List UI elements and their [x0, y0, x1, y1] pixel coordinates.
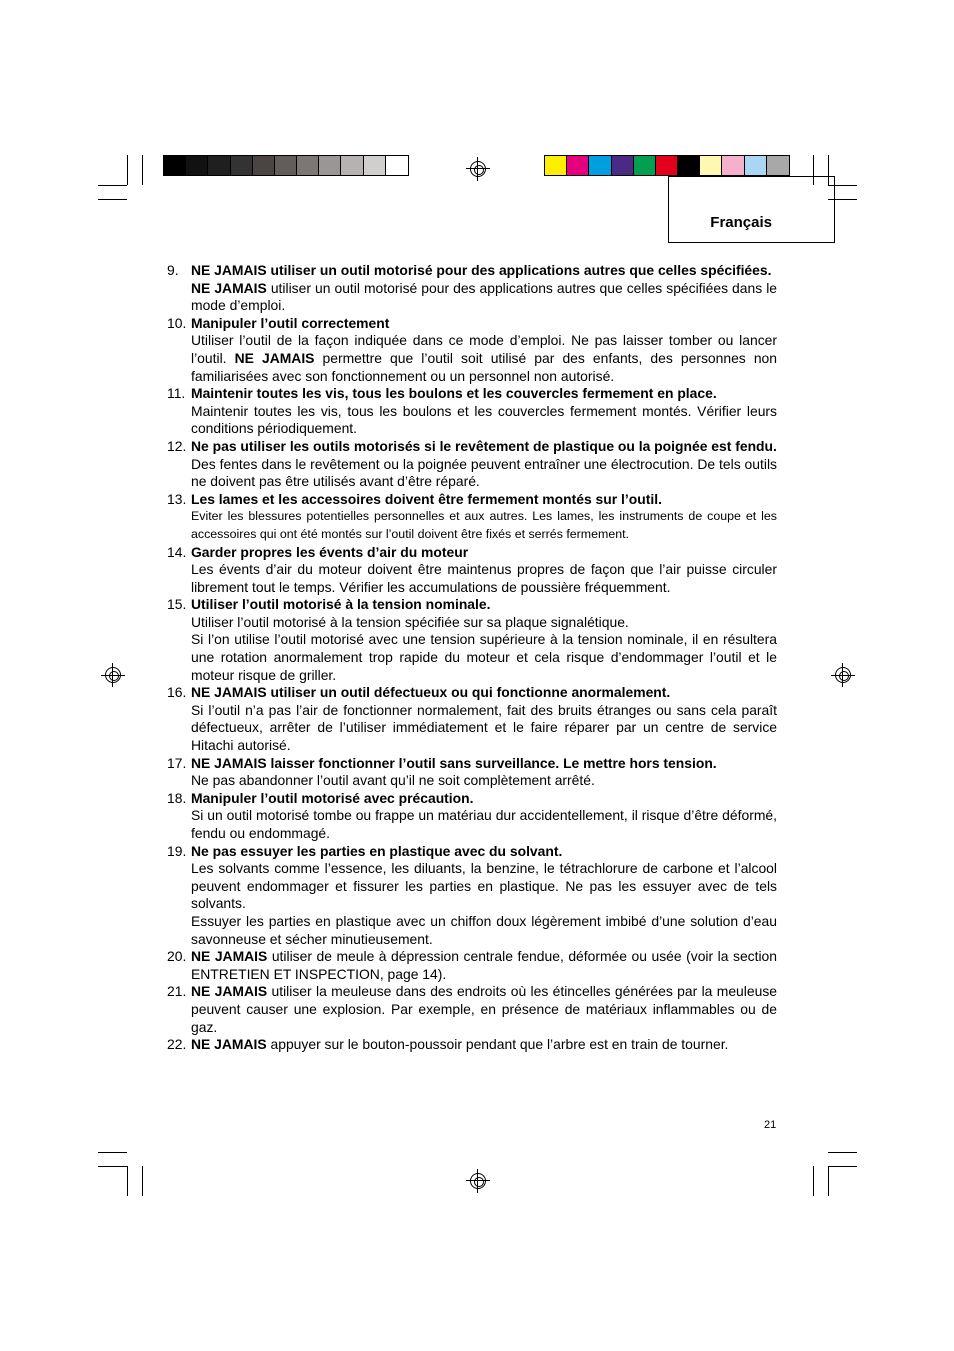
- language-tab: [668, 176, 835, 243]
- list-item: [167, 843, 777, 949]
- color-swatch: [275, 156, 297, 175]
- color-swatch: [767, 156, 789, 175]
- item-paragraph: [191, 948, 777, 983]
- item-paragraph: [191, 983, 777, 1036]
- crop-mark: [98, 1166, 127, 1167]
- color-swatch: [722, 156, 744, 175]
- item-heading: NE JAMAIS utiliser un outil motorisé pour des applications autres que celles spécifiées.: [191, 262, 772, 278]
- item-number: 15.: [167, 596, 187, 613]
- color-swatch: [386, 156, 408, 175]
- crop-mark: [98, 199, 127, 200]
- color-swatch: [678, 156, 700, 175]
- item-heading: Ne pas essuyer les parties en plastique avec du solvant.: [191, 842, 563, 859]
- item-paragraph: [191, 561, 777, 596]
- body-text: Les évents d’air du moteur doivent être maintenus propres de façon que l’air puisse circuler librement tout le temps. Vérifier les accumulations de poussière fréquemment.: [191, 561, 777, 595]
- color-swatch: [634, 156, 656, 175]
- color-swatch: [364, 156, 386, 175]
- body-text: utiliser un outil motorisé pour des applications autres que celles spécifiées dans le mode d’emploi.: [191, 279, 778, 314]
- color-swatch: [231, 156, 253, 175]
- item-number: 20.: [167, 948, 187, 965]
- item-paragraph: [191, 913, 777, 948]
- item-number: 18.: [167, 789, 187, 806]
- item-paragraph: [191, 403, 777, 438]
- crop-mark: [813, 1166, 814, 1196]
- emphasis-text: NE JAMAIS: [234, 349, 315, 366]
- item-paragraph: [191, 280, 777, 315]
- body-text: Eviter les blessures potentielles personnelles et aux autres. Les lames, les instruments de coupe et les accessoires qui ont été montés sur l’outil doivent être fixés et serrés fermement.: [191, 509, 777, 541]
- item-number: 10.: [167, 314, 187, 331]
- emphasis-text: NE JAMAIS: [191, 983, 268, 1000]
- item-number: 21.: [167, 983, 187, 1000]
- color-swatch: [319, 156, 341, 175]
- item-heading: Les lames et les accessoires doivent être fermement montés sur l’outil.: [191, 490, 662, 507]
- list-item: [167, 438, 777, 491]
- color-swatch: [341, 156, 363, 175]
- color-swatch: [700, 156, 722, 175]
- body-text: Si l’on utilise l’outil motorisé avec une tension supérieure à la tension nominale, il en résultera une rotation anormalement trop rapide du moteur et cela risque d’endommager l’outil et le moteur risque de griller.: [191, 631, 777, 683]
- list-item: [167, 385, 777, 438]
- color-swatch: [745, 156, 767, 175]
- item-number: 14.: [167, 543, 187, 560]
- language-label: Français: [710, 214, 772, 231]
- color-swatch: [612, 156, 634, 175]
- item-paragraph: [191, 614, 777, 632]
- item-number: 17.: [167, 754, 187, 771]
- item-number: 12.: [167, 437, 187, 454]
- item-number: 22.: [167, 1036, 187, 1053]
- body-text: Utiliser l’outil motorisé à la tension spécifiée sur sa plaque signalétique.: [191, 613, 629, 630]
- list-item: [167, 790, 777, 843]
- crop-mark: [142, 1166, 143, 1196]
- list-item: [167, 596, 777, 684]
- item-paragraph: [191, 860, 777, 913]
- color-swatch: [297, 156, 319, 175]
- emphasis-text: NE JAMAIS: [191, 1036, 267, 1053]
- item-number: 16.: [167, 684, 187, 701]
- item-heading: Garder propres les évents d’air du moteur: [191, 543, 469, 560]
- item-heading: NE JAMAIS laisser fonctionner l’outil sans surveillance. Le mettre hors tension.: [191, 754, 717, 771]
- crop-mark: [828, 1152, 857, 1153]
- crop-mark: [142, 155, 143, 185]
- color-swatch: [589, 156, 611, 175]
- item-paragraph: [191, 702, 777, 755]
- list-item: [167, 684, 777, 754]
- item-heading: NE JAMAIS utiliser un outil défectueux ou qui fonctionne anormalement.: [191, 684, 671, 701]
- item-number: 11.: [167, 385, 186, 402]
- body-text: Maintenir toutes les vis, tous les boulons et les couvercles fermement montés. Vérifier leurs conditions périodiquement.: [191, 402, 777, 437]
- item-heading: Maintenir toutes les vis, tous les boulons et les couvercles fermement en place.: [191, 385, 717, 402]
- safety-instructions: [167, 262, 777, 1054]
- color-swatch: [253, 156, 275, 175]
- body-text: Essuyer les parties en plastique avec un chiffon doux légèrement imbibé d’une solution d’eau savonneuse et sécher minutieusement.: [191, 912, 777, 947]
- body-text: utiliser la meuleuse dans des endroits où les étincelles générées par la meuleuse peuvent causer une explosion. Par exemple, en présence de matériaux inflammables ou de gaz.: [191, 983, 777, 1035]
- color-swatch: [164, 156, 186, 175]
- item-paragraph: [191, 772, 777, 790]
- grayscale-bar: [163, 155, 409, 176]
- list-item: [167, 983, 777, 1036]
- item-paragraph: [191, 332, 777, 385]
- crop-mark: [98, 185, 127, 186]
- body-text: Ne pas abandonner l’outil avant qu’il ne soit complètement arrêté.: [191, 772, 595, 789]
- body-text: Si un outil motorisé tombe ou frappe un matériau dur accidentellement, il risque d’être déformé, fendu ou endommagé.: [191, 807, 777, 841]
- item-heading: Utiliser l’outil motorisé à la tension nominale.: [191, 596, 491, 613]
- crop-mark: [98, 1152, 127, 1153]
- crop-mark: [828, 1166, 829, 1196]
- item-number: 9.: [167, 262, 179, 278]
- body-text: Si l’outil n’a pas l’air de fonctionner normalement, fait des bruits étranges ou sans cela paraît défectueux, arrêter de l’utiliser immédiatement et le faire réparer par un centre de service Hitachi autorisé.: [191, 701, 777, 754]
- color-swatch: [186, 156, 208, 175]
- crop-mark: [828, 1166, 857, 1167]
- item-number: 19.: [167, 842, 187, 859]
- color-swatch: [208, 156, 230, 175]
- item-paragraph: [191, 508, 777, 543]
- body-text: Utiliser l’outil de la façon indiquée dans ce mode d’emploi. Ne pas laisser tomber ou lancer l’outil.: [191, 332, 777, 366]
- page-number: 21: [764, 1119, 777, 1131]
- item-paragraph: [191, 1036, 777, 1054]
- body-text: Les solvants comme l’essence, les diluants, la benzine, le tétrachlorure de carbone et l’alcool peuvent endommager et fissurer les parties en plastique. Ne pas les essuyer avec de tels solvants.: [191, 860, 777, 912]
- list-item: [167, 262, 777, 315]
- color-bar: [544, 155, 790, 176]
- emphasis-text: NE JAMAIS: [191, 279, 267, 296]
- color-swatch: [567, 156, 589, 175]
- body-text: permettre que l’outil soit utilisé par des enfants, des personnes non familiarisées avec son fonctionnement ou un personnel non autorisé.: [191, 349, 777, 384]
- item-heading: Ne pas utiliser les outils motorisés si le revêtement de plastique ou la poignée est fendu.: [191, 437, 777, 454]
- item-heading: Manipuler l’outil correctement: [191, 314, 390, 331]
- list-item: [167, 491, 777, 544]
- item-heading: Manipuler l’outil motorisé avec précaution.: [191, 789, 474, 806]
- list-item: [167, 755, 777, 790]
- list-item: [167, 315, 777, 385]
- list-item: [167, 948, 777, 983]
- item-paragraph: [191, 456, 777, 491]
- color-swatch: [656, 156, 678, 175]
- list-item: [167, 1036, 777, 1054]
- color-swatch: [545, 156, 567, 175]
- body-text: appuyer sur le bouton-poussoir pendant que l’arbre est en train de tourner.: [266, 1036, 729, 1053]
- item-paragraph: [191, 807, 777, 842]
- body-text: Des fentes dans le revêtement ou la poignée peuvent entraîner une électrocution. De tels outils ne doivent pas être utilisés avant d’être réparé.: [191, 455, 777, 490]
- body-text: utiliser de meule à dépression centrale fendue, déformée ou usée (voir la section ENTRETIEN ET INSPECTION, page 14).: [191, 948, 778, 982]
- item-number: 13.: [167, 490, 187, 507]
- list-item: [167, 544, 777, 597]
- crop-mark: [127, 1166, 128, 1196]
- item-paragraph: [191, 631, 777, 684]
- emphasis-text: NE JAMAIS: [191, 948, 268, 965]
- crop-mark: [127, 155, 128, 185]
